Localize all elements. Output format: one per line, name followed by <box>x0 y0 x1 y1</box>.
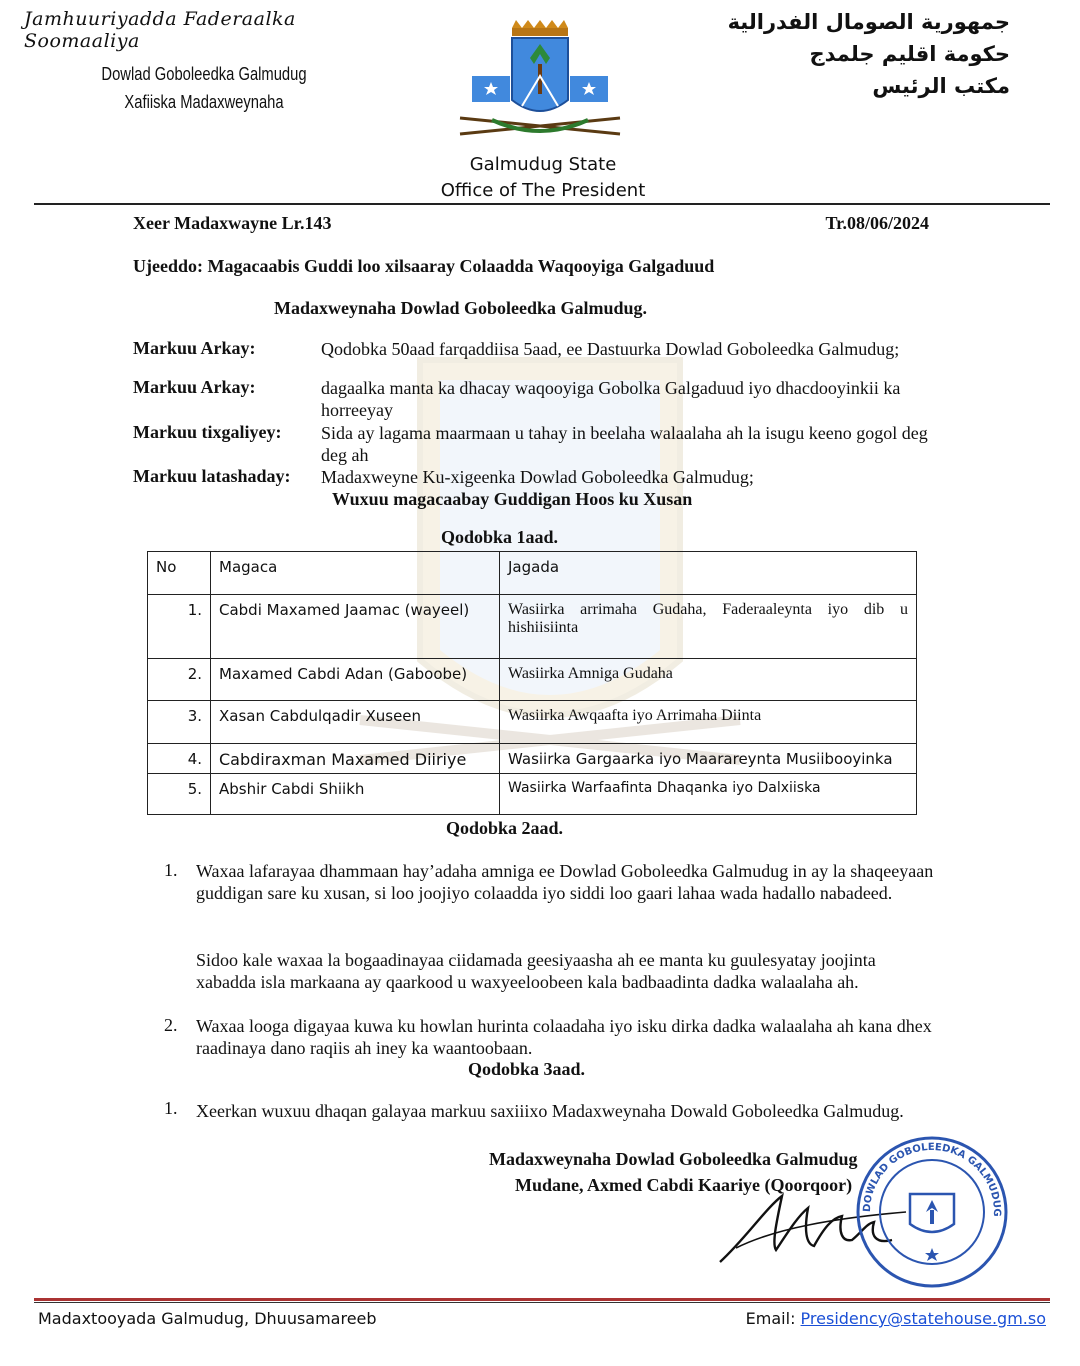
row-no: 2. <box>148 659 211 701</box>
galmudug-emblem-icon <box>452 16 628 150</box>
header-name: Magaca <box>211 552 500 595</box>
header-divider <box>34 203 1050 205</box>
state-name-en: Galmudug State <box>469 154 617 175</box>
header-arabic-line1: جمهورية الصومال الفدرالية <box>727 10 1010 34</box>
row-role: Wasiirka Gargaarka iyo Maarareynta Musiibooyinka <box>500 744 917 774</box>
email-label: Email: <box>745 1309 796 1328</box>
row-name: Cabdi Maxamed Jaamac (wayeel) <box>211 595 500 659</box>
footer-address: Madaxtooyada Galmudug, Dhuusamareeb <box>38 1309 377 1328</box>
table-row <box>148 701 917 744</box>
preamble-text: Qodobka 50aad farqaddiisa 5aad, ee Dastuurka Dowlad Goboleedka Galmudug; <box>321 339 900 359</box>
article2-item1-paragraph2: Sidoo kale waxaa la bogaadinayaa ciidamada geesiyaasha ah ee manta ku guulesyatay joojinta xabadda isla markaana ay qaarkood u waxyeeloobeen kala badbaadinta dadka walaalaha ah. <box>196 950 876 992</box>
row-role: Wasiirka Amniga Gudaha <box>500 659 917 701</box>
signatory-name: Mudane, Axmed Cabdi Kaariye (Qoorqoor) <box>515 1175 853 1195</box>
header-republic-name: Jamhuuriyadda Faderaalka Soomaaliya <box>24 8 296 52</box>
table-row <box>148 659 917 701</box>
committee-table <box>147 551 917 815</box>
header-arabic-line2: حكومة اقليم جلمدج <box>809 42 1010 66</box>
preamble-label: Markuu latashaday: <box>133 466 291 486</box>
header-role: Jagada <box>500 552 917 595</box>
article3-item1-paragraph: Xeerkan wuxuu dhaqan galayaa markuu saxiiixo Madaxweynaha Dowald Goboleedka Galmudug. <box>196 1101 904 1121</box>
table-header-row <box>148 552 917 595</box>
table-row <box>148 744 917 774</box>
official-seal-icon <box>852 1132 1012 1292</box>
appointment-line: Wuxuu magacaabay Guddigan Hoos ku Xusan <box>332 489 693 509</box>
decree-number: Xeer Madaxwayne Lr.143 <box>133 213 332 233</box>
article1-title: Qodobka 1aad. <box>441 527 559 547</box>
list-number: 2. <box>164 1015 178 1035</box>
office-name-en: Office of The President <box>440 180 646 201</box>
header-no: No <box>148 552 211 595</box>
article2-item2-paragraph: Waxaa looga digayaa kuwa ku howlan hurinta colaadaha iyo isku dirka dadka walaalaha ah kana dhex raadinaya dano raqiis ah iney ka waantoobaan. <box>196 1016 932 1058</box>
row-role: Wasiirka Warfaafinta Dhaqanka iyo Dalxiiska <box>500 774 917 815</box>
row-name: Cabdiraxman Maxamed Diiriye <box>211 744 500 774</box>
state-office-block <box>380 152 706 204</box>
row-no: 1. <box>148 595 211 659</box>
preamble-text: Sida ay lagama maarmaan u tahay in beelaha walaalaha ah la isugu keeno gogol deg deg ah <box>321 423 928 465</box>
article2-title: Qodobka 2aad. <box>446 818 564 838</box>
decree-issuer: Madaxweynaha Dowlad Goboleedka Galmudug. <box>274 298 648 318</box>
preamble-label: Markuu Arkay: <box>133 377 256 397</box>
row-name: Maxamed Cabdi Adan (Gaboobe) <box>211 659 500 701</box>
header-office-name: Xafiiska Madaxweynaha <box>124 92 284 112</box>
article2-item1-paragraph: Waxaa lafarayaa dhammaan hay’adaha amniga ee Dowlad Goboleedka Galmudug in ay la shaqeeyaan guddigan sare ku xusan, si loo joojiyo colaadda iyo siddi loo gaari lahaa wada hadallo nabadeed. <box>196 861 934 903</box>
footer-contact <box>746 1309 1046 1328</box>
seal-text: DOWLAD GOBOLEEDKA GALMUDUG <box>861 1141 1003 1217</box>
table-row <box>148 774 917 815</box>
header-state-name: Dowlad Goboleedka Galmudug <box>101 64 307 84</box>
preamble-label: Markuu Arkay: <box>133 338 256 358</box>
table-row <box>148 595 917 659</box>
decree-date: Tr.08/06/2024 <box>825 213 929 233</box>
list-number: 1. <box>164 860 178 880</box>
row-name: Xasan Cabdulqadir Xuseen <box>211 701 500 744</box>
header-somali <box>24 8 384 116</box>
row-no: 3. <box>148 701 211 744</box>
preamble-text: Madaxweyne Ku-xigeenka Dowlad Goboleedka Galmudug; <box>321 467 754 487</box>
list-number: 1. <box>164 1098 178 1118</box>
row-no: 5. <box>148 774 211 815</box>
footer-divider-thin <box>34 1302 1050 1303</box>
signatory-title: Madaxweynaha Dowlad Goboleedka Galmudug <box>489 1149 858 1169</box>
preamble-text: dagaalka manta ka dhacay waqooyiga Gobolka Galgaduud iyo dhacdooyinkii ka horreeyay <box>321 378 901 420</box>
decree-subject: Ujeeddo: Magacaabis Guddi loo xilsaaray Colaadda Waqooyiga Galgaduud <box>133 256 715 276</box>
header-arabic-line3: مكتب الرئيس <box>872 74 1010 98</box>
preamble-label: Markuu tixgaliyey: <box>133 422 282 442</box>
row-name: Abshir Cabdi Shiikh <box>211 774 500 815</box>
email-link[interactable]: Presidency@statehouse.gm.so <box>800 1309 1046 1328</box>
row-role: Wasiirka arrimaha Gudaha, Faderaaleynta iyo dib u hishiisiinta <box>500 595 917 659</box>
footer-divider <box>34 1298 1050 1301</box>
row-role: Wasiirka Awqaafta iyo Arrimaha Diinta <box>500 701 917 744</box>
row-no: 4. <box>148 744 211 774</box>
article3-title: Qodobka 3aad. <box>468 1059 586 1079</box>
header-arabic <box>710 6 1010 102</box>
